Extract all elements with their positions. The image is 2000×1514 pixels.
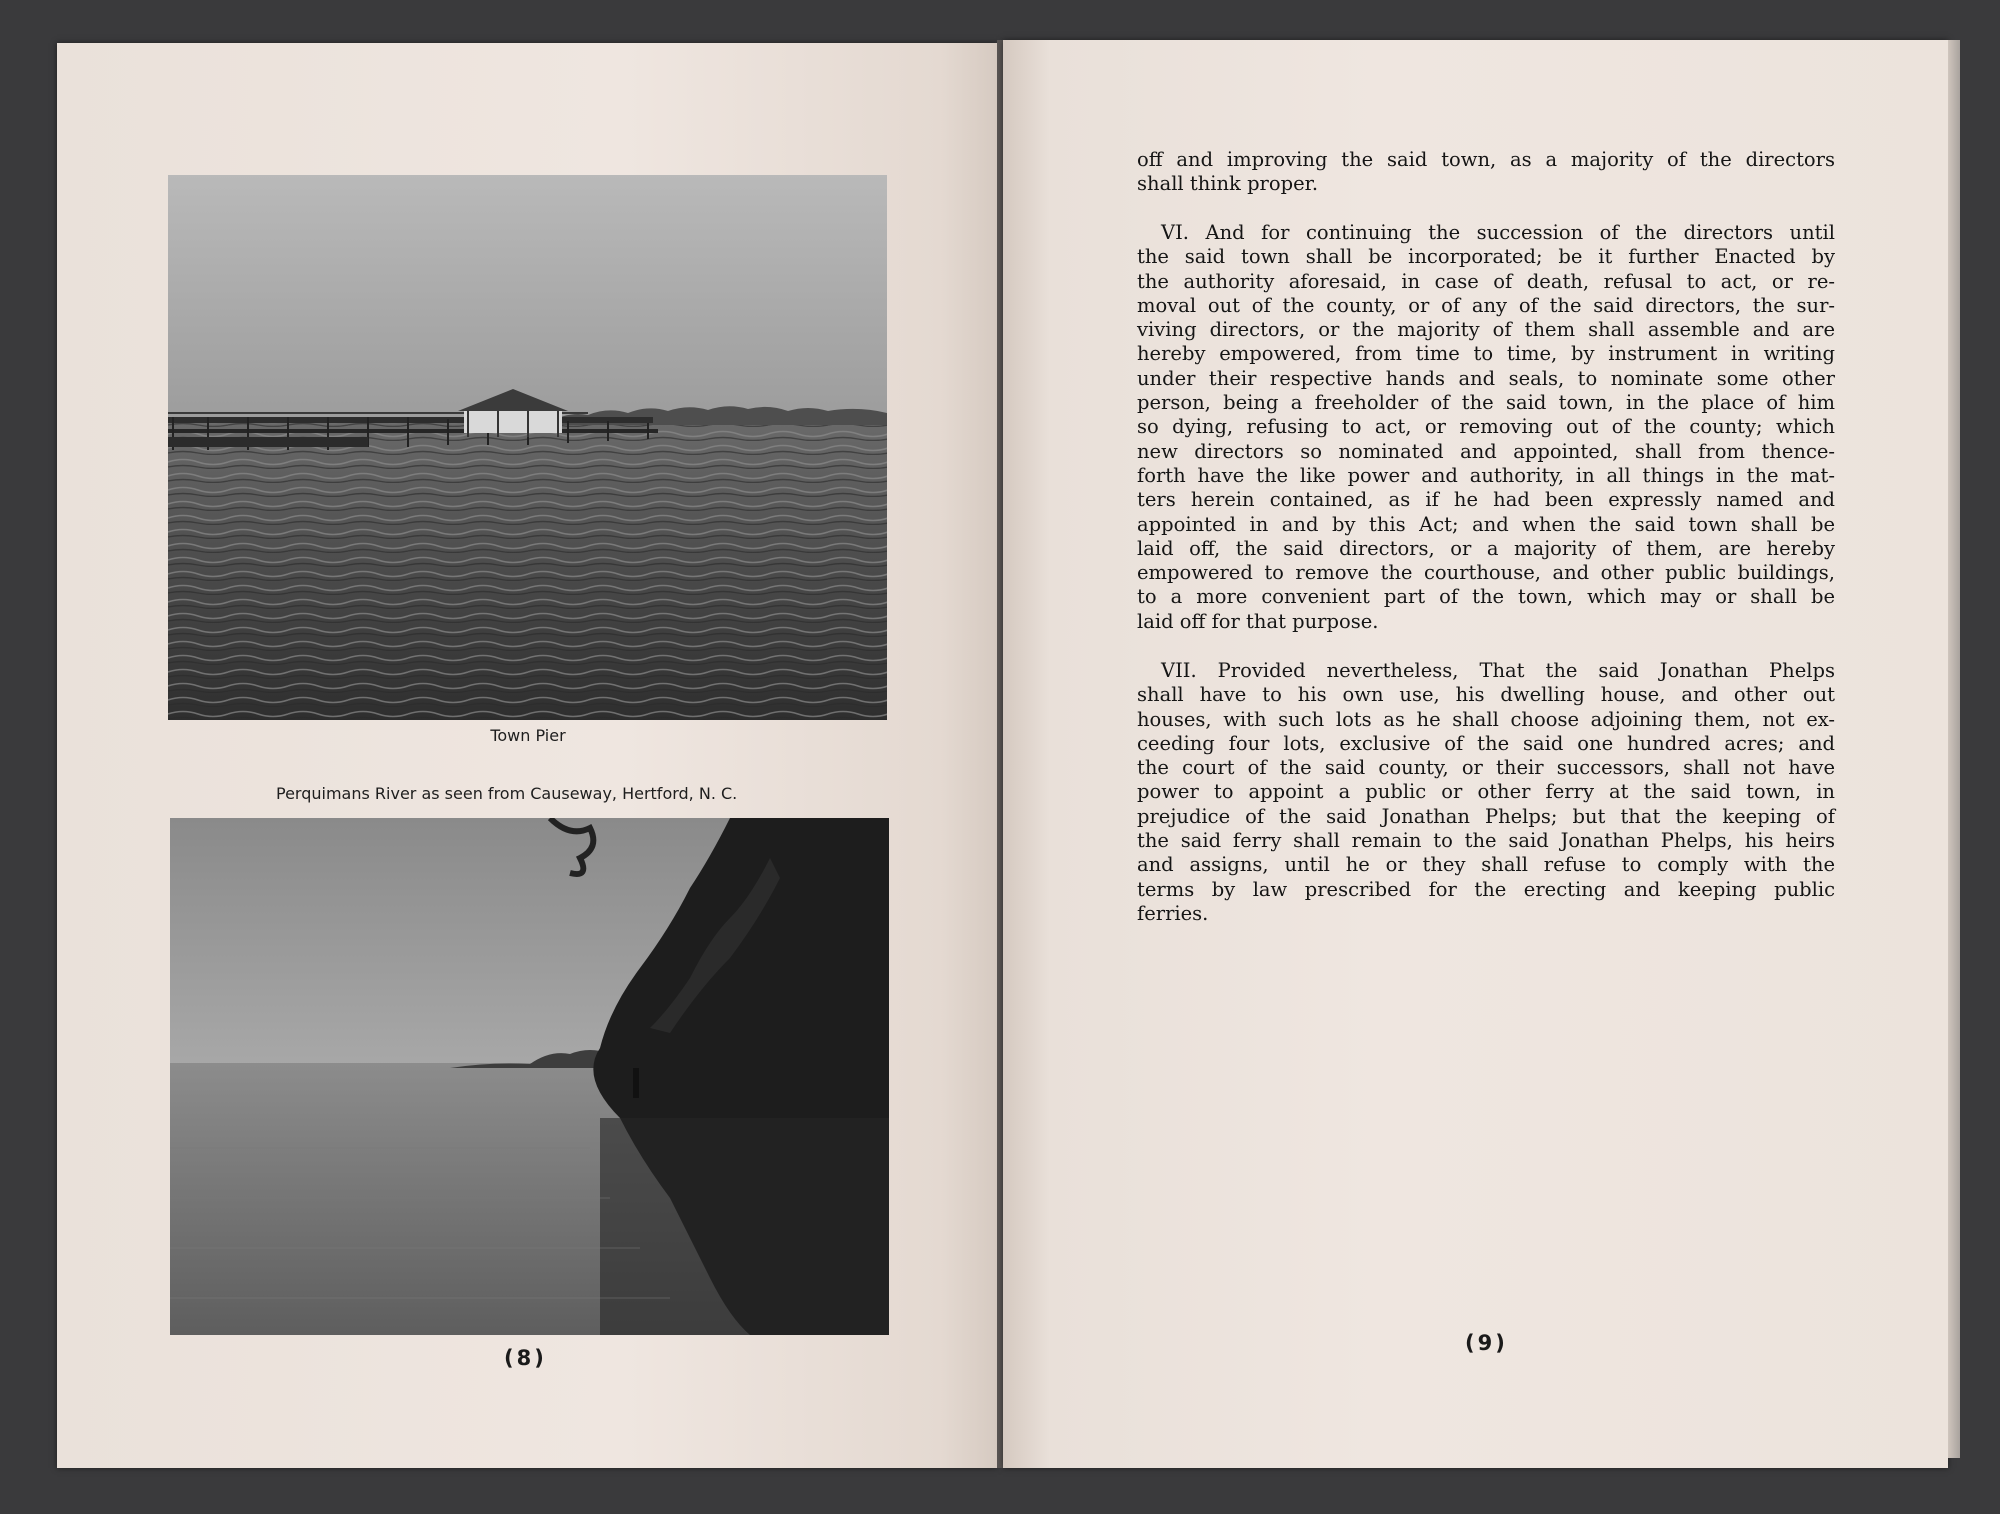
text-line: ceeding four lots, exclusive of the said one hundred acres; and	[1137, 731, 1835, 755]
text-line: ferries.	[1137, 901, 1209, 925]
town-pier-caption: Town Pier	[490, 726, 566, 745]
text-line: the said town shall be incorporated; be it further Enacted by	[1137, 245, 1835, 269]
text-line: forth have the like power and authority, in all things in the mat-	[1137, 463, 1835, 487]
page-number-right: (9)	[1465, 1331, 1508, 1355]
page-number-left: (8)	[504, 1346, 547, 1370]
text-line: under their respective hands and seals, to nominate some other	[1137, 366, 1835, 390]
text-line: laid off, the said directors, or a majority of them, are hereby	[1137, 536, 1835, 560]
text-line: empowered to remove the courthouse, and other public buildings,	[1137, 561, 1835, 585]
page-edge	[1948, 40, 1960, 1458]
text-line: power to appoint a public or other ferry at the said town, in	[1137, 780, 1835, 804]
town-pier-photo	[168, 175, 887, 720]
text-line: VII. Provided nevertheless, That the said Jonathan Phelps	[1161, 659, 1835, 682]
text-line: appointed in and by this Act; and when the said town shall be	[1137, 512, 1835, 536]
text-line: the court of the said county, or their successors, shall not have	[1137, 756, 1835, 780]
text-line: hereby empowered, from time to time, by instrument in writing	[1137, 342, 1835, 366]
text-line: VI. And for continuing the succession of the directors until	[1161, 221, 1835, 244]
text-line: laid off for that purpose.	[1137, 609, 1379, 633]
text-line: person, being a freeholder of the said town, in the place of him	[1137, 391, 1835, 415]
text-line: the said ferry shall remain to the said Jonathan Phelps, his heirs	[1137, 829, 1835, 853]
perquimans-river-caption: Perquimans River as seen from Causeway, Hertford, N. C.	[276, 784, 738, 803]
text-line: prejudice of the said Jonathan Phelps; but that the keeping of	[1137, 804, 1835, 828]
text-line: ters herein contained, as if he had been expressly named and	[1137, 488, 1835, 512]
paragraph-section-vii	[1137, 659, 1835, 926]
text-line: terms by law prescribed for the erecting and keeping public	[1137, 877, 1835, 901]
text-line: viving directors, or the majority of them shall assemble and are	[1137, 318, 1835, 342]
paragraph-continuation	[1137, 148, 1835, 197]
text-line: shall think proper.	[1137, 172, 1319, 196]
text-line: shall have to his own use, his dwelling house, and other out	[1137, 683, 1835, 707]
text-line: so dying, refusing to act, or removing out of the county; which	[1137, 415, 1835, 439]
text-line: off and improving the said town, as a majority of the directors	[1137, 148, 1835, 171]
text-line: houses, with such lots as he shall choose adjoining them, not ex-	[1137, 707, 1835, 731]
text-line: new directors so nominated and appointed, shall from thence-	[1137, 439, 1835, 463]
text-line: moval out of the county, or of any of the said directors, the sur-	[1137, 293, 1835, 317]
text-line: and assigns, until he or they shall refuse to comply with the	[1137, 853, 1835, 877]
text-line: the authority aforesaid, in case of death, refusal to act, or re-	[1137, 269, 1835, 293]
perquimans-river-photo	[170, 818, 889, 1335]
paragraph-section-vi	[1137, 221, 1835, 634]
text-line: to a more convenient part of the town, which may or shall be	[1137, 585, 1835, 609]
